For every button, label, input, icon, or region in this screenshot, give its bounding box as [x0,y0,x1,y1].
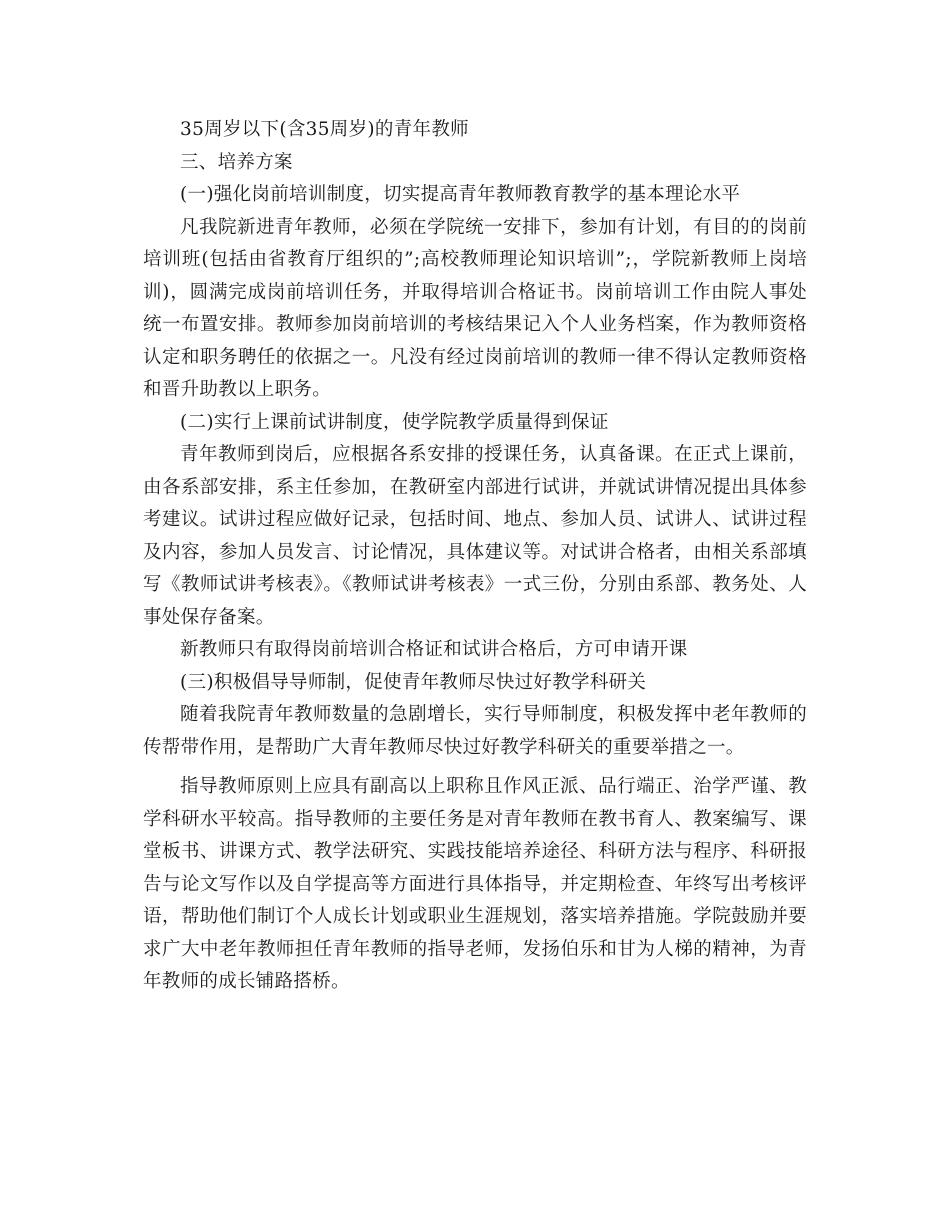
subsection-heading-1: (一)强化岗前培训制度，切实提高青年教师教育教学的基本理论水平 [180,184,741,205]
section-heading-training-plan: 三、培养方案 [180,151,293,173]
subsection-heading-2: (二)实行上课前试讲制度，使学院教学质量得到保证 [180,411,609,433]
document-page [143,114,807,999]
body-paragraph-course-eligibility: 新教师只有取得岗前培训合格证和试讲合格后，方可申请开课 [180,639,688,660]
body-paragraph-pre-job-training: 凡我院新进青年教师，必须在学院统一安排下，参加有计划，有目的的岗前培训班(包括由省教育厅组织的”;高校教师理论知识培训”;，学院新教师上岗培训)，圆满完成岗前培训任务，并取得培训合格证书。岗前培训工作由院人事处统一布置安排。教师参加岗前培训的考核结果记入个人业务档案，作为教师资格认定和职务聘任的依据之一。凡没有经过岗前培训的教师一律不得认定教师资格和晋升助教以上职务。 [143,216,807,400]
body-paragraph-mentor-duties: 指导教师原则上应具有副高以上职称且作风正派、品行端正、治学严谨、教学科研水平较高。指导教师的主要任务是对青年教师在教书育人、教案编写、课堂板书、讲课方式、教学法研究、实践技能培养途径、科研方法与程序、科研报告与论文写作以及自学提高等方面进行具体指导，并定期检查、年终写出考核评语，帮助他们制订个人成长计划或职业生涯规划，落实培养措施。学院鼓励并要求广大中老年教师担任青年教师的指导老师，发扬伯乐和甘为人梯的精神，为青年教师的成长铺路搭桥。 [143,776,807,992]
body-paragraph-mentor-system: 随着我院青年教师数量的急剧增长，实行导师制度，积极发挥中老年教师的传帮带作用，是帮助广大青年教师尽快过好教学科研关的重要举措之一。 [143,704,807,758]
body-paragraph-trial-lecture: 青年教师到岗后，应根据各系安排的授课任务，认真备课。在正式上课前，由各系部安排，系主任参加，在教研室内部进行试讲，并就试讲情况提出具体参考建议。试讲过程应做好记录，包括时间、地点、参加人员、试讲人、试讲过程及内容，参加人员发言、讨论情况，具体建议等。对试讲合格者，由相关系部填写《教师试讲考核表》。《教师试讲考核表》一式三份，分别由系部、教务处、人事处保存备案。 [143,444,807,628]
subsection-heading-3: (三)积极倡导导师制，促使青年教师尽快过好教学科研关 [180,671,647,693]
eligibility-line: 35周岁以下(含35周岁)的青年教师 [180,119,469,140]
